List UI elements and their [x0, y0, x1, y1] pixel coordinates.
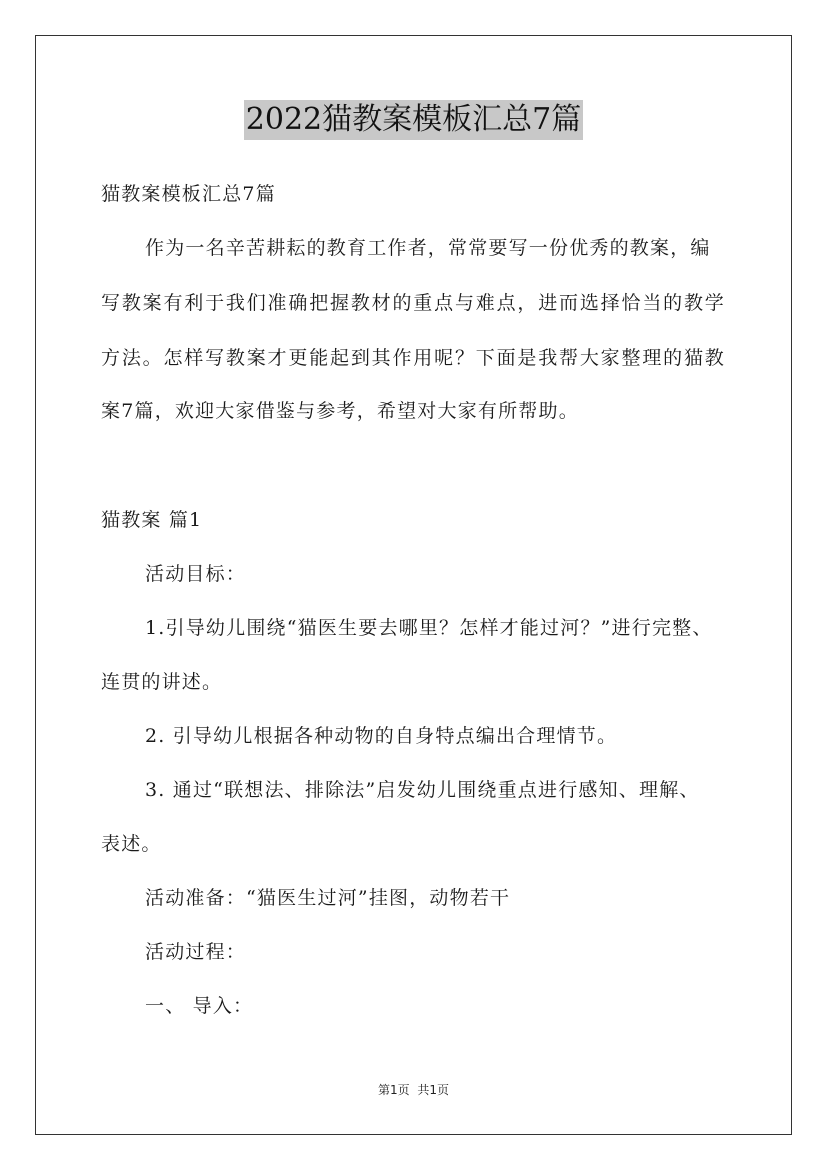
goal-3-line-2: 表述。: [101, 833, 162, 855]
step-1: 一、 导入：: [145, 995, 254, 1017]
intro-line-1: 作为一名辛苦耕耘的教育工作者，常常要写一份优秀的教案，编: [145, 237, 711, 259]
activity-process-label: 活动过程：: [145, 941, 247, 963]
title-container: [0, 100, 827, 140]
intro-line-2: 写教案有利于我们准确把握教材的重点与难点，进而选择恰当的教学: [101, 292, 725, 314]
goal-1-line-1: 1.引导幼儿围绕“猫医生要去哪里？怎样才能过河？”进行完整、: [145, 617, 713, 639]
activity-prep: 活动准备：“猫医生过河”挂图，动物若干: [145, 887, 511, 909]
goal-3-line-1: 3. 通过“联想法、排除法”启发幼儿围绕重点进行感知、理解、: [145, 779, 700, 801]
intro-line-3: 方法。怎样写教案才更能起到其作用呢？下面是我帮大家整理的猫教: [101, 347, 725, 369]
document-title: 2022猫教案模板汇总7篇: [244, 100, 583, 140]
page-footer: [0, 1082, 827, 1098]
page-current: 第1页: [377, 1083, 410, 1097]
document-subtitle: 猫教案模板汇总7篇: [101, 183, 276, 205]
intro-line-4: 案7篇，欢迎大家借鉴与参考，希望对大家有所帮助。: [101, 400, 579, 422]
goal-1-line-2: 连贯的讲述。: [101, 671, 223, 693]
activity-goal-label: 活动目标：: [145, 563, 247, 585]
goal-2: 2. 引导幼儿根据各种动物的自身特点编出合理情节。: [145, 725, 618, 747]
page-total: 共1页: [417, 1083, 450, 1097]
section-heading: 猫教案 篇1: [101, 509, 203, 531]
